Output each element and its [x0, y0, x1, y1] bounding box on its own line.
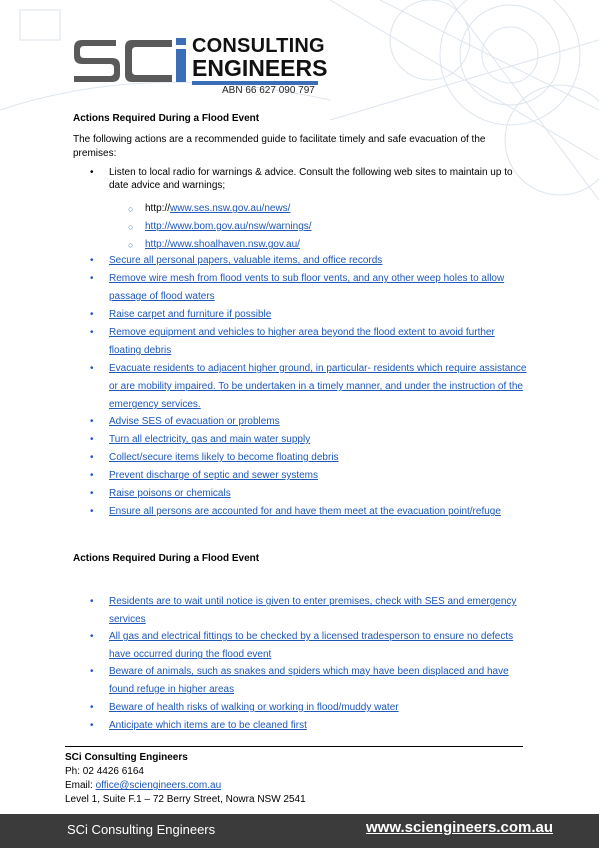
list-item-radio: Listen to local radio for warnings & advice. Consult the following web sites to maintain up to date advice and warnings; — [109, 167, 513, 191]
sci-logo-mark — [72, 34, 190, 84]
footer-bar-company: SCi Consulting Engineers — [67, 822, 216, 837]
site-link-prefix: http:// — [145, 203, 171, 214]
bullet-marker: • — [90, 470, 94, 481]
list-item[interactable]: Ensure all persons are accounted for and have them meet at the evacuation point/refuge — [109, 506, 501, 517]
footer-phone: Ph: 02 4426 6164 — [65, 766, 144, 777]
footer-company-name: SCi Consulting Engineers — [65, 752, 188, 763]
list-item[interactable]: Turn all electricity, gas and main water supply — [109, 434, 311, 445]
site-link-text[interactable]: www.ses.nsw.gov.au/news/ — [170, 203, 291, 214]
list-item[interactable]: Remove wire mesh from flood vents to sub floor vents, and any other weep holes to allow passage of flood waters — [109, 273, 505, 302]
list-item[interactable]: Beware of health risks of walking or working in flood/muddy water — [109, 702, 399, 713]
sub-bullet-marker: ○ — [128, 204, 134, 214]
bullet-marker: • — [90, 363, 94, 374]
bullet-marker: • — [90, 666, 94, 677]
list-item[interactable]: Remove equipment and vehicles to higher area beyond the flood extent to avoid further floating debris — [109, 327, 495, 356]
list-item[interactable]: Evacuate residents to adjacent higher ground, in particular- residents which require assistance or are mobility impaired. To be undertaken in a timely manner, and under the instruction of the emergency services. — [109, 363, 527, 410]
bullet-marker: • — [90, 720, 94, 731]
footer-address: Level 1, Suite F.1 – 72 Berry Street, Nowra NSW 2541 — [65, 794, 306, 805]
footer-email-link[interactable]: office@scienginеers.com.au — [95, 780, 222, 791]
bullet-marker: • — [90, 416, 94, 427]
bullet-marker: • — [90, 452, 94, 463]
bullet-marker: • — [90, 309, 94, 320]
list-item[interactable]: Advise SES of evacuation or problems — [109, 416, 280, 427]
bullet-marker: • — [90, 434, 94, 445]
logo-text-engineers: ENGINEERS — [192, 55, 328, 81]
list-item[interactable]: Beware of animals, such as snakes and spiders which may have been displaced and have found refuge in higher areas — [109, 666, 509, 695]
list-item[interactable]: Collect/secure items likely to become floating debris — [109, 452, 339, 463]
bullet-marker: • — [90, 327, 94, 338]
list-item[interactable]: Prevent discharge of septic and sewer systems — [109, 470, 318, 481]
intro-paragraph: The following actions are a recommended guide to facilitate timely and safe evacuation of the premises: — [73, 134, 486, 159]
bullet-marker: • — [90, 273, 94, 284]
site-link-bom[interactable]: http://www.bom.gov.au/nsw/warnings/ — [145, 221, 312, 232]
list-item[interactable]: Residents are to wait until notice is given to enter premises, check with SES and emergency services — [109, 596, 517, 625]
bullet-marker: • — [90, 255, 94, 266]
bullet-marker: • — [90, 488, 94, 499]
site-link-shoalhaven[interactable]: http://www.shoalhaven.nsw.gov.au/ — [145, 239, 300, 250]
site-link-ses[interactable] — [145, 200, 290, 218]
footer-divider — [65, 746, 523, 747]
bullet-marker: • — [90, 506, 94, 517]
bullet-marker: • — [90, 631, 94, 642]
sub-bullet-marker: ○ — [128, 222, 134, 232]
bullet-marker: • — [90, 702, 94, 713]
list-item[interactable]: Raise poisons or chemicals — [109, 488, 231, 499]
list-item[interactable]: Secure all personal papers, valuable items, and office records — [109, 255, 383, 266]
bullet-marker: • — [90, 167, 94, 178]
abn-number: ABN 66 627 090 797 — [222, 85, 315, 96]
section-heading-2: Actions Required During a Flood Event — [73, 553, 260, 564]
bullet-marker: • — [90, 596, 94, 607]
list-item[interactable]: Anticipate which items are to be cleaned first — [109, 720, 307, 731]
logo-text-consulting: CONSULTING — [192, 35, 325, 57]
footer-email-line — [65, 780, 221, 791]
sub-bullet-marker: ○ — [128, 240, 134, 250]
footer-email-label: Email: — [65, 780, 96, 791]
list-item[interactable]: Raise carpet and furniture if possible — [109, 309, 272, 320]
list-item[interactable]: All gas and electrical fittings to be checked by a licensed tradesperson to ensure no defects have occurred during the flood event — [109, 631, 514, 660]
section-heading-1: Actions Required During a Flood Event — [73, 113, 260, 124]
footer-website-link[interactable]: www.scienginееrs.com.au — [366, 819, 554, 836]
